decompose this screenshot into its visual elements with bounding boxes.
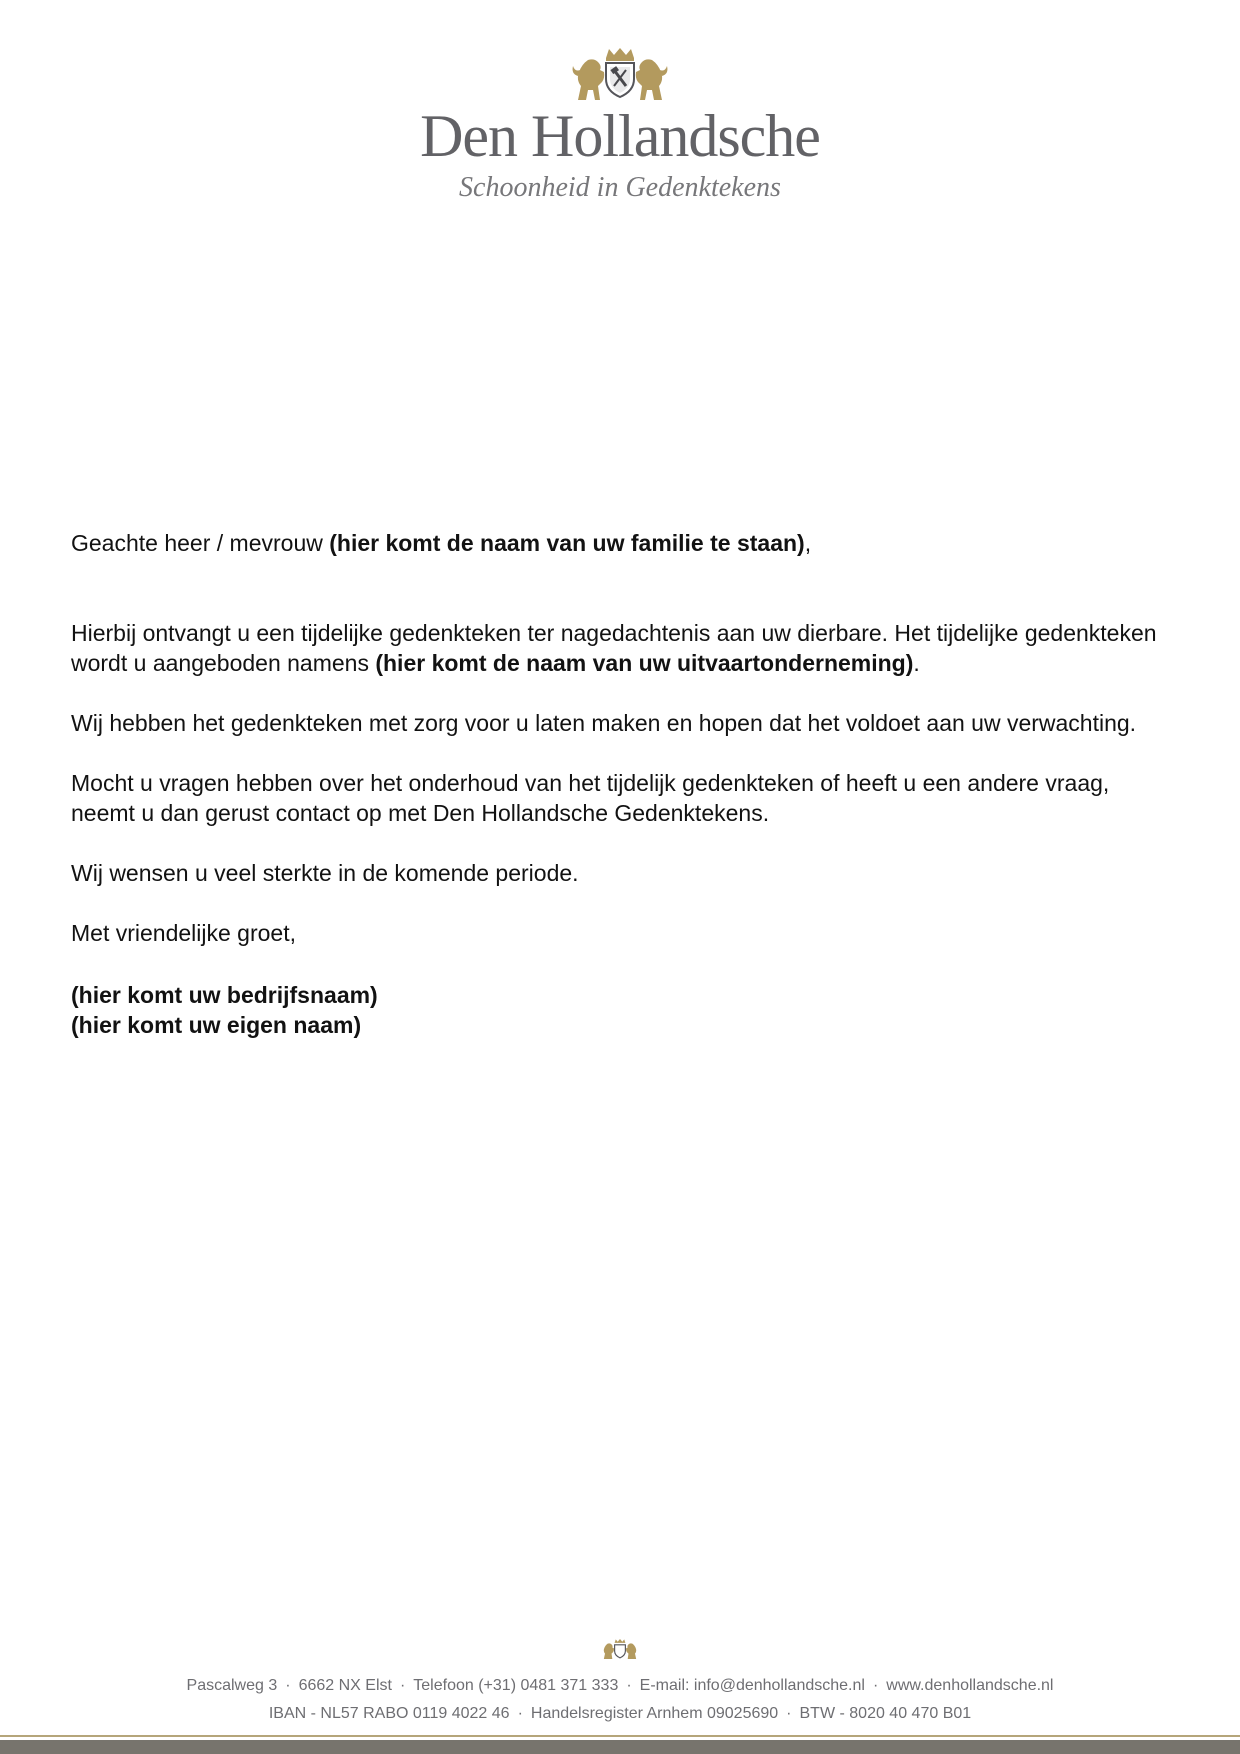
salutation-prefix: Geachte heer / mevrouw	[71, 530, 330, 556]
family-name-placeholder: (hier komt de naam van uw familie te staan)	[329, 530, 805, 556]
paragraph-contact: Mocht u vragen hebben over het onderhoud van het tijdelijk gedenkteken of heeft u een andere vraag, neemt u dan gerust contact op met Den Hollandsche Gedenktekens.	[71, 770, 1110, 826]
footer-separator: ·	[285, 1677, 291, 1694]
footer-contact-line	[0, 1672, 1240, 1700]
funeral-company-placeholder: (hier komt de naam van uw uitvaartonderneming)	[375, 650, 914, 676]
closing-greeting: Met vriendelijke groet,	[71, 920, 296, 946]
footer-separator: ·	[626, 1677, 632, 1694]
brand-name: Den Hollandsche	[420, 103, 820, 169]
lion-crest-icon	[568, 46, 672, 102]
footer-kvk: Handelsregister Arnhem 09025690	[530, 1705, 779, 1722]
paragraph-intro-suffix: .	[913, 650, 920, 676]
brand-tagline: Schoonheid in Gedenktekens	[459, 172, 781, 203]
paragraph-care: Wij hebben het gedenkteken met zorg voor u laten maken en hopen dat het voldoet aan uw verwachting.	[71, 710, 1137, 736]
footer-registration-line	[0, 1700, 1240, 1728]
letterhead	[0, 46, 1240, 204]
footer-email: E-mail: info@denhollandsche.nl	[639, 1677, 865, 1694]
footer-separator: ·	[786, 1705, 792, 1722]
footer-phone: Telefoon (+31) 0481 371 333	[413, 1677, 619, 1694]
footer-separator: ·	[399, 1677, 406, 1694]
letter-body	[71, 528, 1161, 1040]
footer-separator: ·	[517, 1705, 523, 1722]
footer-btw: BTW - 8020 40 470 B01	[799, 1705, 972, 1722]
footer-gold-rule	[0, 1735, 1240, 1737]
signature-company-placeholder: (hier komt uw bedrijfsnaam)	[71, 982, 378, 1008]
salutation	[71, 528, 1161, 558]
footer-address: Pascalweg 3	[186, 1677, 278, 1694]
footer-crest-icon	[600, 1638, 640, 1660]
paragraph-intro-text: Hierbij ontvangt u een tijdelijke gedenkteken ter nagedachtenis aan uw dierbare. Het tijdelijke gedenkteken wordt u aangeboden namens	[71, 620, 1157, 676]
paragraph-intro	[71, 618, 1161, 678]
footer-grey-bar	[0, 1740, 1240, 1754]
footer	[0, 1638, 1240, 1728]
signature-name-placeholder: (hier komt uw eigen naam)	[71, 1012, 362, 1038]
salutation-suffix: ,	[804, 530, 812, 556]
paragraph-sympathy: Wij wensen u veel sterkte in de komende periode.	[71, 860, 579, 886]
footer-separator: ·	[872, 1677, 879, 1694]
footer-website: www.denhollandsche.nl	[886, 1677, 1054, 1694]
footer-postal-city: 6662 NX Elst	[298, 1677, 392, 1694]
footer-iban: IBAN - NL57 RABO 0119 4022 46	[268, 1705, 510, 1722]
